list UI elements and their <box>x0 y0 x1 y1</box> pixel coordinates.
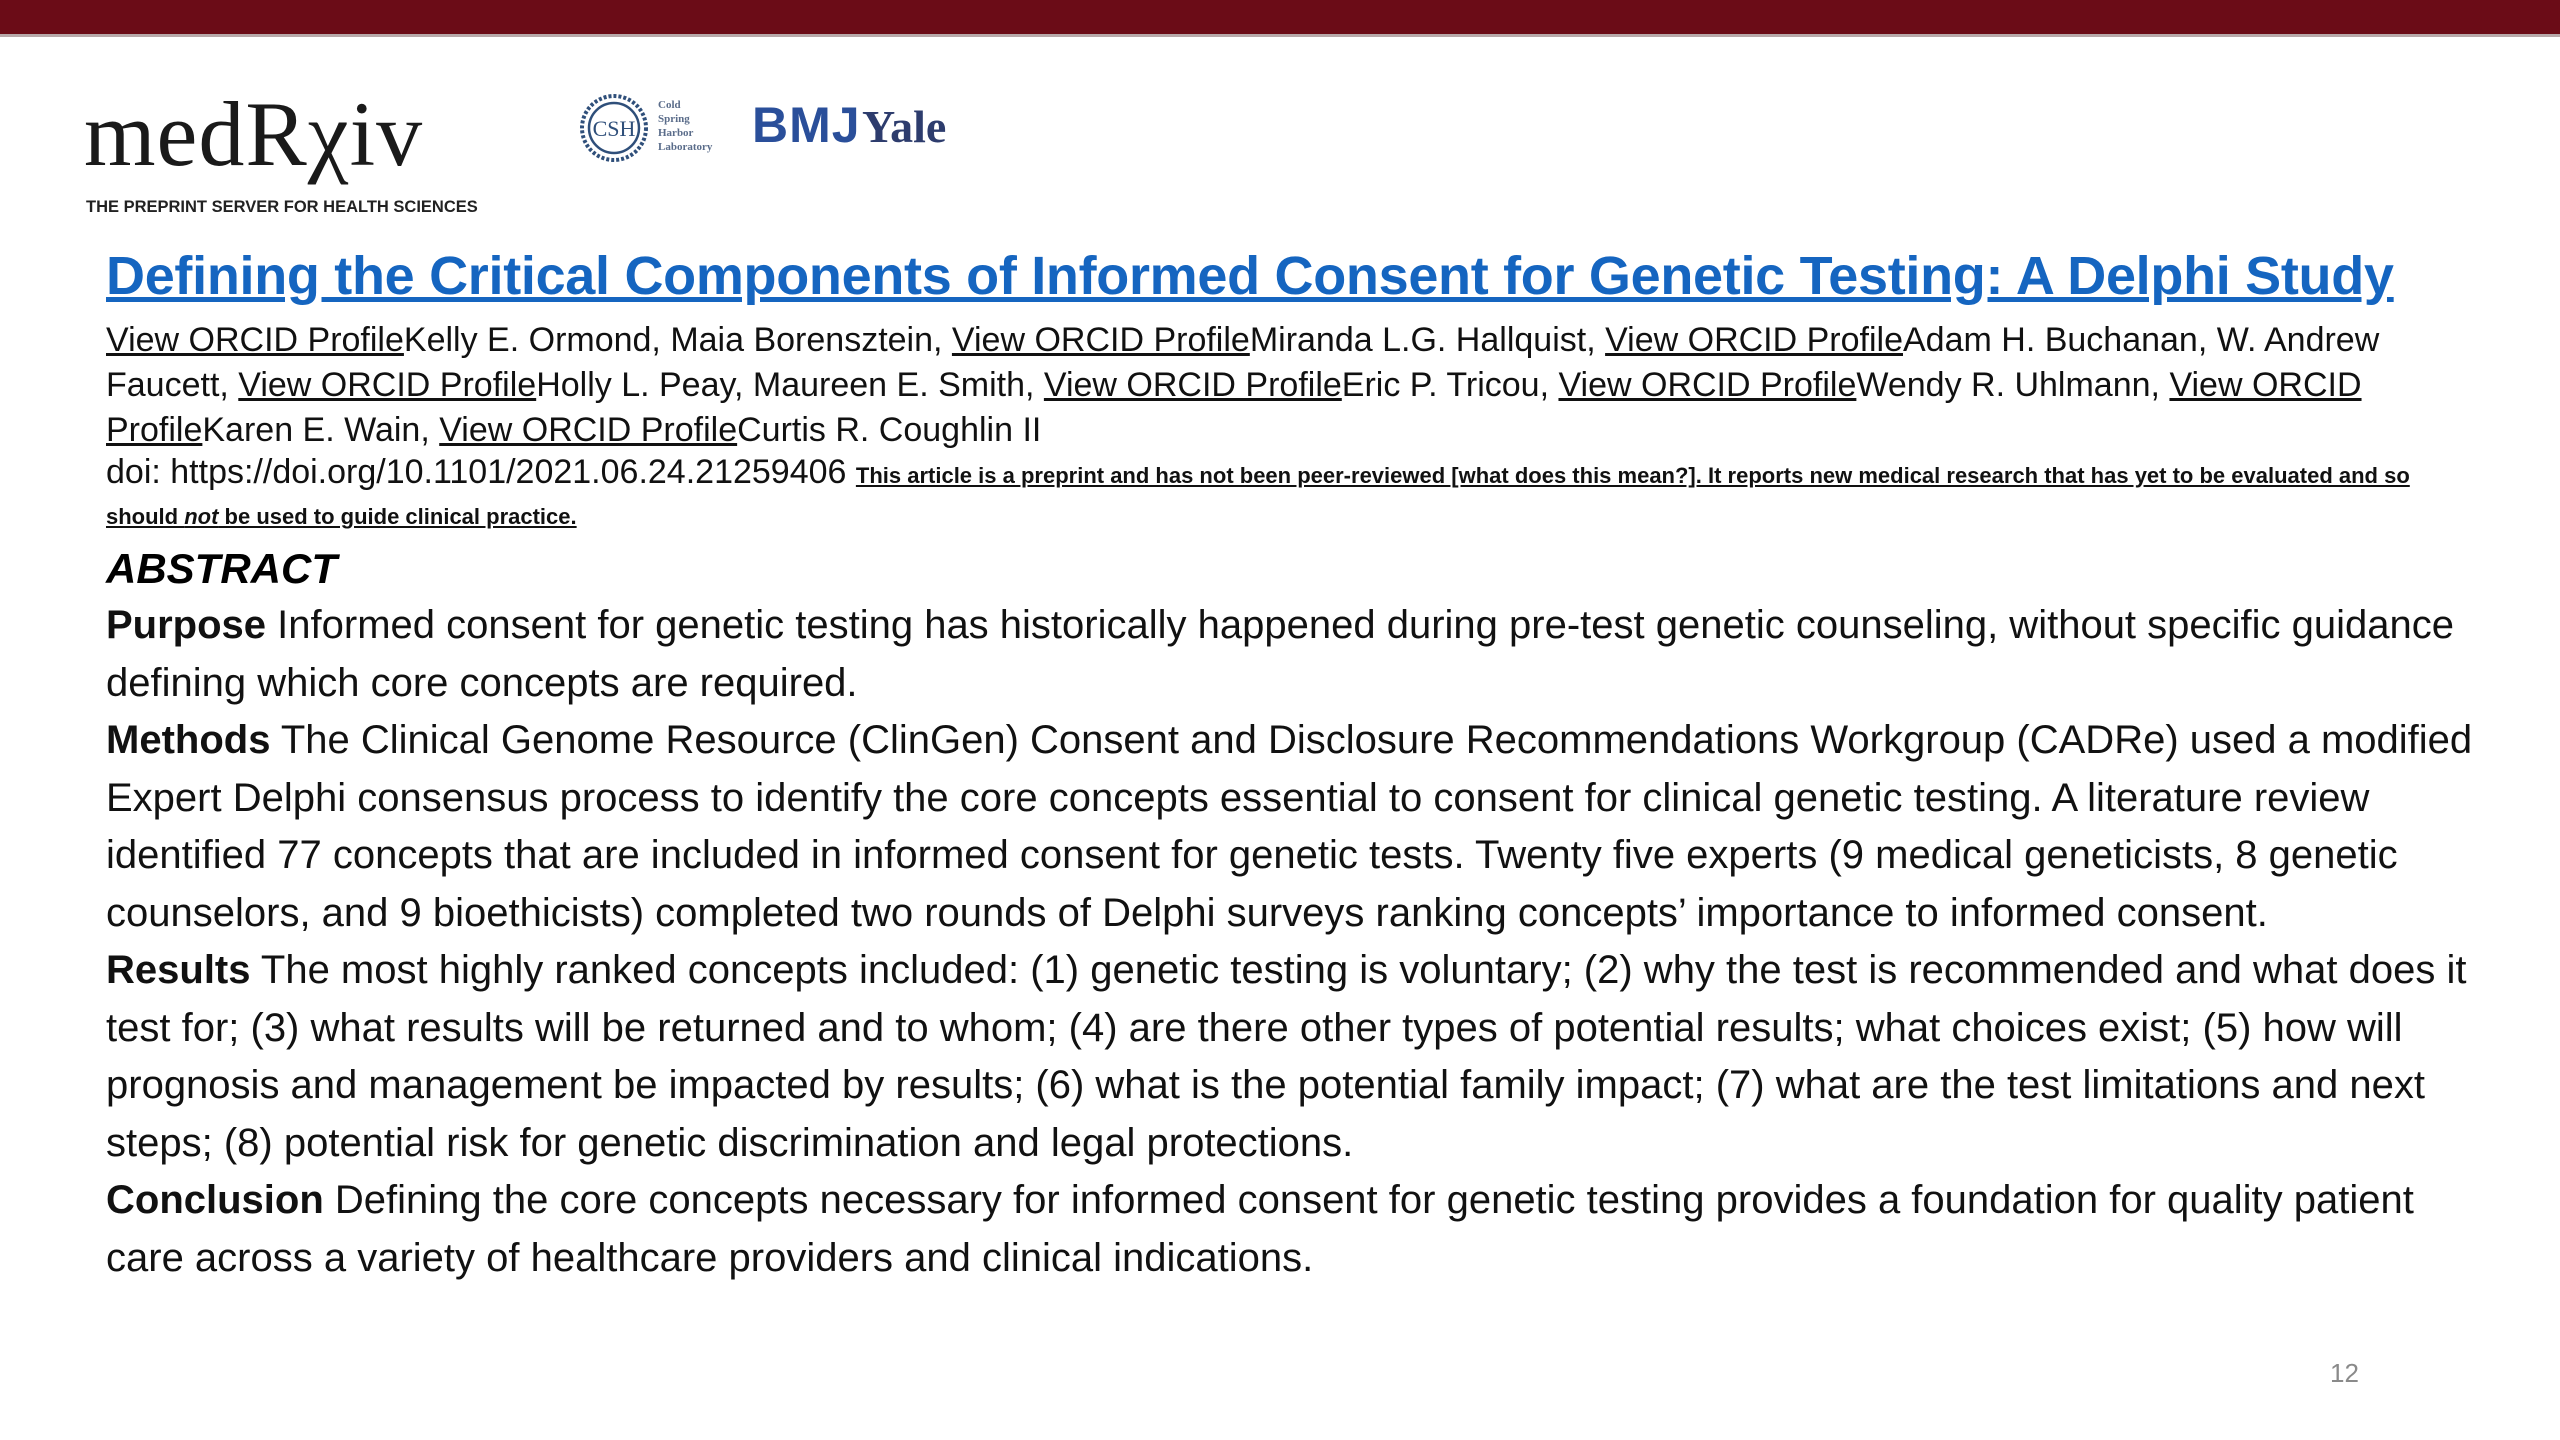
csh-mark-text: CSH <box>592 116 636 141</box>
csh-name-line-4: Laboratory <box>658 141 713 153</box>
abstract-heading: ABSTRACT <box>106 545 337 592</box>
abstract-purpose <box>106 597 2486 712</box>
author-name: Wendy R. Uhlmann, <box>1856 366 2170 404</box>
csh-name-line-3: Harbor <box>658 127 694 139</box>
author-list <box>106 318 2486 453</box>
doi-line <box>106 453 2486 535</box>
doi-text: doi: https://doi.org/10.1101/2021.06.24.21259406 <box>106 453 847 491</box>
article-content <box>106 240 2486 1287</box>
csh-name-line-2: Spring <box>658 113 690 125</box>
results-text: The most highly ranked concepts included: (1) genetic testing is voluntary; (2) why the test is recommended and what does it test for; (3) what results will be returned and to whom; (4) are there other types of potential results; what choices exist; (5) how will prognosis and management be impacted by results; (6) what is the potential family impact; (7) what are the test limitations and next steps; (8) potential risk for genetic discrimination and legal protections. <box>106 948 2467 1165</box>
results-label: Results <box>106 948 251 992</box>
top-banner <box>0 0 2560 34</box>
abstract-conclusion <box>106 1172 2486 1287</box>
author-name: Adam H. Buchanan, <box>1903 321 2217 359</box>
csh-logo <box>578 92 738 164</box>
orcid-profile-link[interactable]: View ORCID Profile <box>238 366 537 404</box>
disclaimer-text-1: This article is a preprint and has not been peer-reviewed [what does this mean?]. It reports new medical research that has yet to be evaluated and so should <box>106 463 2410 529</box>
logo-tagline: THE PREPRINT SERVER FOR HEALTH SCIENCES <box>86 198 478 216</box>
author-name: Holly L. Peay, <box>536 366 753 404</box>
author-name: Curtis R. Coughlin II <box>737 411 1042 449</box>
bmj-logo: BMJ <box>752 97 861 153</box>
disclaimer-text-2: be used to guide clinical practice. <box>218 504 577 529</box>
author-name: Kelly E. Ormond, <box>403 321 671 359</box>
author-name: Eric P. Tricou, <box>1341 366 1559 404</box>
author-name: W. Andrew Faucett, <box>106 321 2380 404</box>
methods-text: The Clinical Genome Resource (ClinGen) Consent and Disclosure Recommendations Workgroup (CADRe) used a modified Expert Delphi consensus process to identify the core concepts essential to consent for clinical genetic testing. A literature review identified 77 concepts that are included in informed consent for genetic tests. Twenty five experts (9 medical geneticists, 8 genetic counselors, and 9 bioethicists) completed two rounds of Delphi surveys ranking concepts’ importance to informed consent. <box>106 718 2473 935</box>
purpose-text: Informed consent for genetic testing has historically happened during pre-test genetic counseling, without specific guidance defining which core concepts are required. <box>106 603 2455 705</box>
page-number: 12 <box>2330 1358 2359 1388</box>
orcid-profile-link[interactable]: View ORCID Profile <box>106 366 2362 449</box>
article-title-link[interactable]: Defining the Critical Components of Informed Consent for Genetic Testing: A Delphi Study <box>106 246 2394 306</box>
orcid-profile-link[interactable]: View ORCID Profile <box>1558 366 1857 404</box>
conclusion-label: Conclusion <box>106 1178 324 1222</box>
csh-name-line-1: Cold <box>658 99 681 111</box>
orcid-profile-link[interactable]: View ORCID Profile <box>951 321 1250 359</box>
author-name: Maureen E. Smith, <box>752 366 1044 404</box>
author-name: Maia Borensztein, <box>670 321 952 359</box>
methods-label: Methods <box>106 718 271 762</box>
abstract-results <box>106 942 2486 1172</box>
purpose-label: Purpose <box>106 603 267 647</box>
conclusion-text: Defining the core concepts necessary for informed consent for genetic testing provides a foundation for quality patient care across a variety of healthcare providers and clinical indications. <box>106 1178 2414 1280</box>
orcid-profile-link[interactable]: View ORCID Profile <box>1043 366 1342 404</box>
author-name: Karen E. Wain, <box>202 411 440 449</box>
orcid-profile-link[interactable]: View ORCID Profile <box>1605 321 1903 359</box>
disclaimer-emphasis: not <box>184 504 219 529</box>
medrxiv-logo <box>84 84 514 224</box>
top-banner-divider <box>0 34 2560 37</box>
abstract-methods <box>106 712 2486 942</box>
logo-wordmark: medRχiv <box>84 83 424 185</box>
orcid-profile-link[interactable]: View ORCID Profile <box>439 411 738 449</box>
orcid-profile-link[interactable]: View ORCID Profile <box>106 321 404 359</box>
author-name: Miranda L.G. Hallquist, <box>1249 321 1606 359</box>
yale-logo: Yale <box>862 101 947 152</box>
